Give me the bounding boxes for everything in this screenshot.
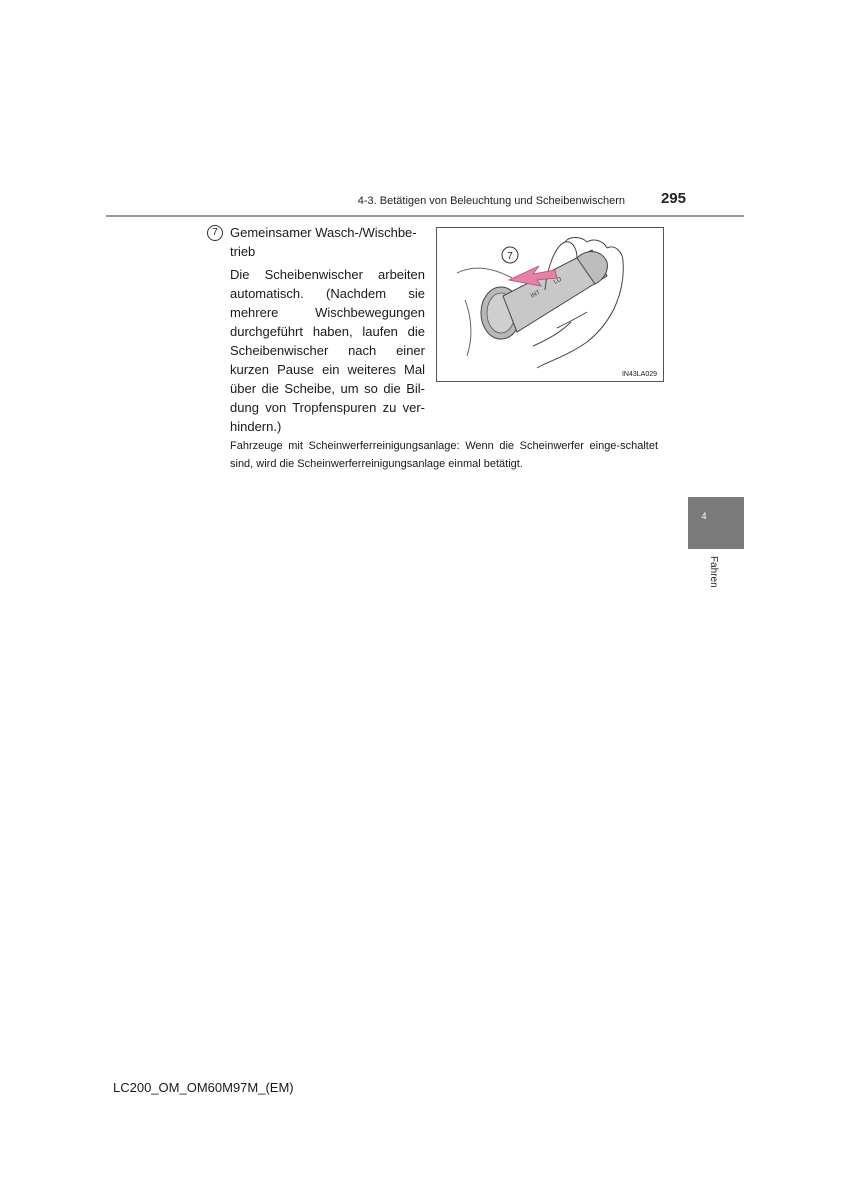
figure-code: IN43LA029: [621, 371, 657, 378]
header-divider: [106, 215, 744, 217]
chapter-number: 4: [701, 511, 707, 521]
document-code: LC200_OM_OM60M97M_(EM): [113, 1080, 294, 1095]
wiper-lever-illustration: [436, 227, 664, 382]
chapter-label-text: Fahren: [708, 556, 719, 588]
figure-callout-label: 7: [507, 251, 513, 262]
headlight-cleaner-note: Fahrzeuge mit Scheinwerferreinigungsanlage: Wenn die Scheinwerfer einge-schaltet sind, wird die Scheinwerferreinigungsanlage einmal betätigt.: [230, 440, 658, 470]
item-title: Gemeinsamer Wasch-/Wischbe-trieb: [230, 225, 417, 259]
item-number-badge: 7: [207, 225, 223, 241]
chapter-label: [706, 556, 720, 606]
chapter-tab: [688, 497, 744, 549]
svg-text:INT: INT: [530, 289, 542, 300]
hand-operating-lever-drawing: [437, 228, 663, 381]
svg-text:LO: LO: [553, 276, 563, 286]
running-header-section: 4-3. Betätigen von Beleuchtung und Scheibenwischern: [357, 195, 625, 207]
item-description: Die Scheibenwischer arbeiten automatisch. (Nachdem sie mehrere Wischbewegungen durchgeführt haben, laufen die Scheibenwischer nach einer kurzen Pause ein weiteres Mal über die Scheibe, um so die Bil-dung von Tropfenspuren zu ver-hindern.): [230, 267, 425, 434]
page-number: 295: [660, 190, 686, 207]
